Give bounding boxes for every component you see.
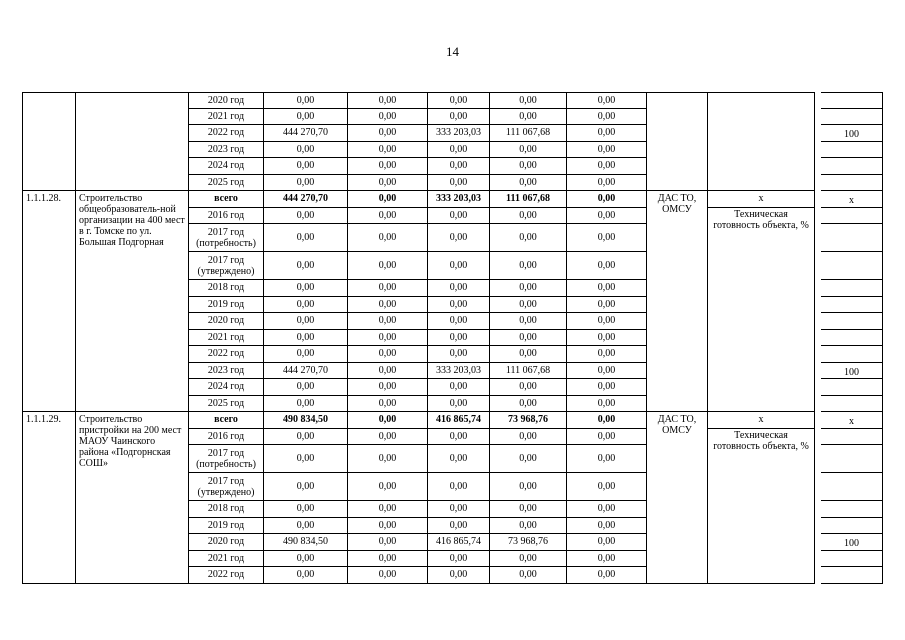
target-value-cell bbox=[821, 175, 883, 192]
other-amount-cell: 0,00 bbox=[567, 445, 647, 473]
regional-amount-cell: 0,00 bbox=[428, 473, 490, 501]
executor-cell: ДАС ТО, ОМСУ bbox=[647, 191, 708, 412]
federal-amount-cell: 0,00 bbox=[348, 175, 428, 192]
local-amount-cell: 111 067,68 bbox=[490, 363, 567, 380]
funding-grid bbox=[189, 92, 647, 191]
other-amount-cell: 0,00 bbox=[567, 142, 647, 159]
total-amount-cell: 0,00 bbox=[264, 429, 348, 446]
other-amount-cell: 0,00 bbox=[567, 158, 647, 175]
local-amount-cell: 0,00 bbox=[490, 92, 567, 109]
total-amount-cell: 444 270,70 bbox=[264, 125, 348, 142]
federal-amount-cell: 0,00 bbox=[348, 396, 428, 413]
year-cell: 2020 год bbox=[189, 313, 264, 330]
table-row bbox=[189, 379, 647, 396]
local-amount-cell: 0,00 bbox=[490, 158, 567, 175]
local-amount-cell: 0,00 bbox=[490, 346, 567, 363]
value-column bbox=[821, 191, 883, 412]
year-cell: 2017 год (утверждено) bbox=[189, 252, 264, 280]
federal-amount-cell: 0,00 bbox=[348, 379, 428, 396]
continuation-block bbox=[22, 92, 883, 191]
other-amount-cell: 0,00 bbox=[567, 313, 647, 330]
total-amount-cell: 0,00 bbox=[264, 518, 348, 535]
page-number: 14 bbox=[446, 44, 459, 59]
federal-amount-cell: 0,00 bbox=[348, 92, 428, 109]
table-row bbox=[189, 567, 647, 584]
target-value-cell bbox=[821, 518, 883, 535]
table-row bbox=[189, 224, 647, 252]
table-row bbox=[189, 142, 647, 159]
total-amount-cell: 0,00 bbox=[264, 224, 348, 252]
target-value-cell: х bbox=[821, 191, 883, 208]
year-cell: 2022 год bbox=[189, 567, 264, 584]
target-value-cell bbox=[821, 158, 883, 175]
regional-amount-cell: 0,00 bbox=[428, 396, 490, 413]
total-amount-cell: 0,00 bbox=[264, 379, 348, 396]
local-amount-cell: 0,00 bbox=[490, 280, 567, 297]
table-row bbox=[189, 501, 647, 518]
federal-amount-cell: 0,00 bbox=[348, 501, 428, 518]
federal-amount-cell: 0,00 bbox=[348, 313, 428, 330]
local-amount-cell: 0,00 bbox=[490, 252, 567, 280]
other-amount-cell: 0,00 bbox=[567, 109, 647, 126]
local-amount-cell: 0,00 bbox=[490, 518, 567, 535]
year-cell: 2023 год bbox=[189, 142, 264, 159]
table-row bbox=[189, 551, 647, 568]
regional-amount-cell: 333 203,03 bbox=[428, 191, 490, 208]
indicator-column bbox=[708, 191, 815, 412]
local-amount-cell: 0,00 bbox=[490, 175, 567, 192]
year-cell: 2020 год bbox=[189, 92, 264, 109]
total-amount-cell: 0,00 bbox=[264, 109, 348, 126]
target-value-cell bbox=[821, 142, 883, 159]
federal-amount-cell: 0,00 bbox=[348, 567, 428, 584]
table-row bbox=[189, 297, 647, 314]
local-amount-cell: 0,00 bbox=[490, 224, 567, 252]
executor-cell bbox=[647, 92, 708, 191]
regional-amount-cell: 416 865,74 bbox=[428, 534, 490, 551]
year-cell: 2025 год bbox=[189, 396, 264, 413]
other-amount-cell: 0,00 bbox=[567, 175, 647, 192]
local-amount-cell: 73 968,76 bbox=[490, 412, 567, 429]
year-cell: 2018 год bbox=[189, 280, 264, 297]
table-row bbox=[189, 313, 647, 330]
item-name: Строительство пристройки на 200 мест МАОУ Чаинского района «Подгорнская СОШ» bbox=[76, 412, 189, 584]
regional-amount-cell: 0,00 bbox=[428, 551, 490, 568]
year-cell: 2023 год bbox=[189, 363, 264, 380]
year-cell: 2024 год bbox=[189, 379, 264, 396]
total-amount-cell: 0,00 bbox=[264, 501, 348, 518]
target-value-cell: 100 bbox=[821, 125, 883, 142]
total-amount-cell: 0,00 bbox=[264, 551, 348, 568]
target-value-cell bbox=[821, 501, 883, 518]
regional-amount-cell: 0,00 bbox=[428, 445, 490, 473]
year-cell: 2022 год bbox=[189, 125, 264, 142]
local-amount-cell: 0,00 bbox=[490, 142, 567, 159]
regional-amount-cell: 0,00 bbox=[428, 297, 490, 314]
local-amount-cell: 0,00 bbox=[490, 396, 567, 413]
federal-amount-cell: 0,00 bbox=[348, 142, 428, 159]
total-amount-cell: 0,00 bbox=[264, 175, 348, 192]
regional-amount-cell: 0,00 bbox=[428, 252, 490, 280]
table-row bbox=[189, 363, 647, 380]
program-item bbox=[22, 412, 883, 584]
target-value-cell bbox=[821, 252, 883, 280]
other-amount-cell: 0,00 bbox=[567, 429, 647, 446]
table-row bbox=[189, 125, 647, 142]
other-amount-cell: 0,00 bbox=[567, 346, 647, 363]
table-row bbox=[189, 429, 647, 446]
item-number: 1.1.1.28. bbox=[22, 191, 76, 412]
local-amount-cell: 0,00 bbox=[490, 473, 567, 501]
target-value-cell bbox=[821, 473, 883, 501]
federal-amount-cell: 0,00 bbox=[348, 191, 428, 208]
target-value-cell bbox=[821, 208, 883, 225]
year-cell: 2019 год bbox=[189, 297, 264, 314]
total-amount-cell: 0,00 bbox=[264, 567, 348, 584]
local-amount-cell: 0,00 bbox=[490, 551, 567, 568]
table-row bbox=[189, 109, 647, 126]
local-amount-cell: 0,00 bbox=[490, 567, 567, 584]
indicator-name: Техническая готовность объекта, % bbox=[708, 429, 815, 584]
total-amount-cell: 444 270,70 bbox=[264, 363, 348, 380]
table-row bbox=[189, 445, 647, 473]
federal-amount-cell: 0,00 bbox=[348, 224, 428, 252]
total-amount-cell: 0,00 bbox=[264, 346, 348, 363]
regional-amount-cell: 333 203,03 bbox=[428, 363, 490, 380]
year-cell: 2019 год bbox=[189, 518, 264, 535]
federal-amount-cell: 0,00 bbox=[348, 429, 428, 446]
regional-amount-cell: 0,00 bbox=[428, 109, 490, 126]
year-cell: 2016 год bbox=[189, 429, 264, 446]
total-amount-cell: 444 270,70 bbox=[264, 191, 348, 208]
total-amount-cell: 0,00 bbox=[264, 252, 348, 280]
other-amount-cell: 0,00 bbox=[567, 330, 647, 347]
other-amount-cell: 0,00 bbox=[567, 473, 647, 501]
target-value-cell bbox=[821, 313, 883, 330]
executor-cell: ДАС ТО, ОМСУ bbox=[647, 412, 708, 584]
federal-amount-cell: 0,00 bbox=[348, 109, 428, 126]
local-amount-cell: 0,00 bbox=[490, 208, 567, 225]
target-value-cell: 100 bbox=[821, 534, 883, 551]
target-value-cell bbox=[821, 396, 883, 413]
total-amount-cell: 0,00 bbox=[264, 297, 348, 314]
regional-amount-cell: 0,00 bbox=[428, 224, 490, 252]
target-value-cell bbox=[821, 92, 883, 109]
federal-amount-cell: 0,00 bbox=[348, 280, 428, 297]
other-amount-cell: 0,00 bbox=[567, 191, 647, 208]
year-cell: 2016 год bbox=[189, 208, 264, 225]
other-amount-cell: 0,00 bbox=[567, 224, 647, 252]
year-cell: 2024 год bbox=[189, 158, 264, 175]
table-row bbox=[189, 158, 647, 175]
table-row bbox=[189, 346, 647, 363]
federal-amount-cell: 0,00 bbox=[348, 125, 428, 142]
budget-table bbox=[22, 92, 883, 584]
total-amount-cell: 0,00 bbox=[264, 396, 348, 413]
other-amount-cell: 0,00 bbox=[567, 92, 647, 109]
other-amount-cell: 0,00 bbox=[567, 252, 647, 280]
item-number bbox=[22, 92, 76, 191]
regional-amount-cell: 333 203,03 bbox=[428, 125, 490, 142]
item-name: Строительство общеобразователь-ной организации на 400 мест в г. Томске по ул. Большая Подгорная bbox=[76, 191, 189, 412]
target-value-cell: 100 bbox=[821, 363, 883, 380]
total-amount-cell: 0,00 bbox=[264, 92, 348, 109]
federal-amount-cell: 0,00 bbox=[348, 330, 428, 347]
other-amount-cell: 0,00 bbox=[567, 125, 647, 142]
table-row bbox=[189, 534, 647, 551]
federal-amount-cell: 0,00 bbox=[348, 346, 428, 363]
year-cell: 2017 год (потребность) bbox=[189, 224, 264, 252]
target-value-cell bbox=[821, 109, 883, 126]
local-amount-cell: 0,00 bbox=[490, 297, 567, 314]
total-amount-cell: 0,00 bbox=[264, 158, 348, 175]
table-row bbox=[189, 175, 647, 192]
table-row bbox=[189, 412, 647, 429]
item-number: 1.1.1.29. bbox=[22, 412, 76, 584]
table-row bbox=[189, 208, 647, 225]
regional-amount-cell: 0,00 bbox=[428, 175, 490, 192]
target-value-cell bbox=[821, 551, 883, 568]
regional-amount-cell: 0,00 bbox=[428, 567, 490, 584]
other-amount-cell: 0,00 bbox=[567, 396, 647, 413]
local-amount-cell: 0,00 bbox=[490, 109, 567, 126]
total-amount-cell: 0,00 bbox=[264, 280, 348, 297]
indicator-name: Техническая готовность объекта, % bbox=[708, 208, 815, 413]
value-column bbox=[821, 92, 883, 191]
table-row bbox=[189, 330, 647, 347]
regional-amount-cell: 0,00 bbox=[428, 313, 490, 330]
federal-amount-cell: 0,00 bbox=[348, 412, 428, 429]
regional-amount-cell: 0,00 bbox=[428, 501, 490, 518]
indicator-x: х bbox=[708, 412, 815, 429]
federal-amount-cell: 0,00 bbox=[348, 551, 428, 568]
regional-amount-cell: 0,00 bbox=[428, 142, 490, 159]
value-column bbox=[821, 412, 883, 584]
local-amount-cell: 0,00 bbox=[490, 313, 567, 330]
table-row bbox=[189, 191, 647, 208]
other-amount-cell: 0,00 bbox=[567, 363, 647, 380]
year-cell: 2017 год (утверждено) bbox=[189, 473, 264, 501]
federal-amount-cell: 0,00 bbox=[348, 252, 428, 280]
other-amount-cell: 0,00 bbox=[567, 501, 647, 518]
target-value-cell bbox=[821, 224, 883, 252]
year-cell: всего bbox=[189, 191, 264, 208]
target-value-cell bbox=[821, 297, 883, 314]
other-amount-cell: 0,00 bbox=[567, 379, 647, 396]
regional-amount-cell: 0,00 bbox=[428, 92, 490, 109]
indicator-column bbox=[708, 92, 815, 191]
federal-amount-cell: 0,00 bbox=[348, 297, 428, 314]
local-amount-cell: 111 067,68 bbox=[490, 125, 567, 142]
federal-amount-cell: 0,00 bbox=[348, 445, 428, 473]
regional-amount-cell: 0,00 bbox=[428, 280, 490, 297]
local-amount-cell: 0,00 bbox=[490, 330, 567, 347]
total-amount-cell: 0,00 bbox=[264, 142, 348, 159]
federal-amount-cell: 0,00 bbox=[348, 363, 428, 380]
local-amount-cell: 0,00 bbox=[490, 445, 567, 473]
federal-amount-cell: 0,00 bbox=[348, 473, 428, 501]
target-value-cell bbox=[821, 445, 883, 473]
other-amount-cell: 0,00 bbox=[567, 518, 647, 535]
year-cell: 2021 год bbox=[189, 330, 264, 347]
year-cell: всего bbox=[189, 412, 264, 429]
target-value-cell bbox=[821, 567, 883, 584]
federal-amount-cell: 0,00 bbox=[348, 158, 428, 175]
other-amount-cell: 0,00 bbox=[567, 551, 647, 568]
indicator-cell bbox=[708, 92, 815, 191]
indicator-x: х bbox=[708, 191, 815, 208]
total-amount-cell: 0,00 bbox=[264, 445, 348, 473]
federal-amount-cell: 0,00 bbox=[348, 534, 428, 551]
total-amount-cell: 0,00 bbox=[264, 208, 348, 225]
year-cell: 2021 год bbox=[189, 109, 264, 126]
regional-amount-cell: 0,00 bbox=[428, 330, 490, 347]
local-amount-cell: 111 067,68 bbox=[490, 191, 567, 208]
table-row bbox=[189, 473, 647, 501]
table-row bbox=[189, 396, 647, 413]
table-row bbox=[189, 518, 647, 535]
other-amount-cell: 0,00 bbox=[567, 412, 647, 429]
regional-amount-cell: 0,00 bbox=[428, 379, 490, 396]
other-amount-cell: 0,00 bbox=[567, 567, 647, 584]
item-name bbox=[76, 92, 189, 191]
table-row bbox=[189, 280, 647, 297]
target-value-cell bbox=[821, 280, 883, 297]
year-cell: 2021 год bbox=[189, 551, 264, 568]
local-amount-cell: 73 968,76 bbox=[490, 534, 567, 551]
target-value-cell bbox=[821, 429, 883, 446]
year-cell: 2022 год bbox=[189, 346, 264, 363]
target-value-cell bbox=[821, 379, 883, 396]
funding-grid bbox=[189, 412, 647, 584]
total-amount-cell: 0,00 bbox=[264, 473, 348, 501]
other-amount-cell: 0,00 bbox=[567, 534, 647, 551]
total-amount-cell: 490 834,50 bbox=[264, 412, 348, 429]
regional-amount-cell: 0,00 bbox=[428, 518, 490, 535]
local-amount-cell: 0,00 bbox=[490, 501, 567, 518]
other-amount-cell: 0,00 bbox=[567, 297, 647, 314]
year-cell: 2025 год bbox=[189, 175, 264, 192]
regional-amount-cell: 0,00 bbox=[428, 208, 490, 225]
other-amount-cell: 0,00 bbox=[567, 208, 647, 225]
year-cell: 2018 год bbox=[189, 501, 264, 518]
local-amount-cell: 0,00 bbox=[490, 379, 567, 396]
local-amount-cell: 0,00 bbox=[490, 429, 567, 446]
regional-amount-cell: 0,00 bbox=[428, 158, 490, 175]
target-value-cell bbox=[821, 346, 883, 363]
regional-amount-cell: 0,00 bbox=[428, 429, 490, 446]
federal-amount-cell: 0,00 bbox=[348, 518, 428, 535]
table-row bbox=[189, 252, 647, 280]
indicator-column bbox=[708, 412, 815, 584]
year-cell: 2020 год bbox=[189, 534, 264, 551]
target-value-cell bbox=[821, 330, 883, 347]
regional-amount-cell: 416 865,74 bbox=[428, 412, 490, 429]
total-amount-cell: 490 834,50 bbox=[264, 534, 348, 551]
regional-amount-cell: 0,00 bbox=[428, 346, 490, 363]
total-amount-cell: 0,00 bbox=[264, 330, 348, 347]
target-value-cell: х bbox=[821, 412, 883, 429]
funding-grid bbox=[189, 191, 647, 412]
program-item bbox=[22, 191, 883, 412]
table-row bbox=[189, 92, 647, 109]
year-cell: 2017 год (потребность) bbox=[189, 445, 264, 473]
other-amount-cell: 0,00 bbox=[567, 280, 647, 297]
total-amount-cell: 0,00 bbox=[264, 313, 348, 330]
federal-amount-cell: 0,00 bbox=[348, 208, 428, 225]
